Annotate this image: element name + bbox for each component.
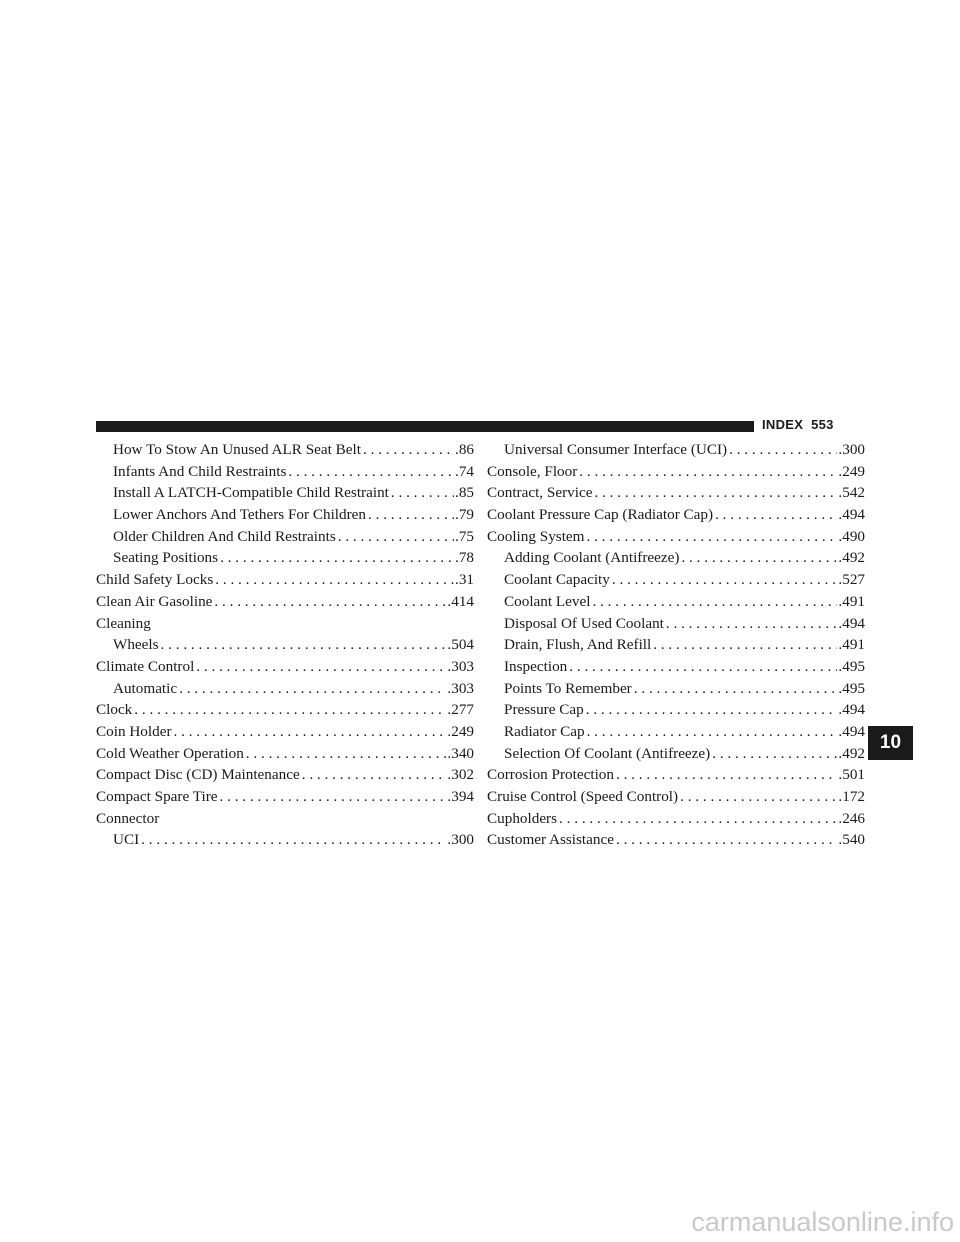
dot-leader — [634, 678, 838, 700]
index-entry — [96, 764, 474, 786]
index-entry-label: How To Stow An Unused ALR Seat Belt — [113, 441, 361, 458]
index-entry-page: .31 — [455, 571, 474, 589]
index-entry-label: Clock — [96, 701, 133, 719]
dot-leader — [391, 482, 454, 504]
index-entry — [487, 808, 865, 830]
index-entry — [487, 743, 865, 765]
dot-leader — [680, 786, 837, 808]
dot-leader — [712, 743, 837, 765]
dot-leader — [586, 699, 838, 721]
index-entry-label: Disposal Of Used Coolant — [504, 614, 664, 632]
index-entry-page: .494 — [838, 722, 865, 740]
index-entry-page: .492 — [838, 549, 865, 567]
index-entry — [487, 526, 865, 548]
index-entry-page: .494 — [838, 614, 865, 632]
index-entry-label: Cooling System — [487, 527, 585, 545]
dot-leader — [729, 439, 837, 461]
index-entry-page: .414 — [447, 592, 474, 610]
index-entry-label: Automatic — [113, 679, 178, 697]
index-entry — [96, 678, 474, 700]
index-entry — [96, 547, 474, 569]
dot-leader — [134, 699, 446, 721]
dot-leader — [220, 547, 454, 569]
index-entry — [487, 591, 865, 613]
index-entry — [96, 808, 474, 830]
dot-leader — [616, 764, 837, 786]
index-entry-page: .494 — [838, 506, 865, 524]
index-entry-label: Drain, Flush, And Refill — [504, 636, 652, 654]
index-entry-label: Compact Disc (CD) Maintenance — [96, 766, 300, 784]
dot-leader — [215, 569, 454, 591]
index-entry — [96, 699, 474, 721]
index-entry-page: .491 — [838, 592, 865, 610]
index-entry-page: .75 — [455, 527, 474, 545]
index-entry-label: UCI — [113, 831, 140, 849]
dot-leader — [579, 461, 837, 483]
index-entry-label: Corrosion Protection — [487, 766, 614, 784]
dot-leader — [196, 656, 446, 678]
index-entry — [96, 461, 474, 483]
index-entry-label: Selection Of Coolant (Antifreeze) — [504, 744, 711, 762]
dot-leader — [302, 764, 447, 786]
index-entry-page: .504 — [447, 636, 474, 654]
index-entry-page: .302 — [447, 766, 474, 784]
index-entry — [487, 634, 865, 656]
index-entry — [96, 743, 474, 765]
dot-leader — [653, 634, 837, 656]
dot-leader — [559, 808, 837, 830]
index-entry — [487, 613, 865, 635]
index-entry-page: .249 — [838, 462, 865, 480]
index-entry — [96, 526, 474, 548]
header-rule — [96, 421, 754, 432]
index-entry — [96, 829, 474, 851]
index-entry — [96, 504, 474, 526]
index-entry — [96, 439, 474, 461]
dot-leader — [338, 526, 454, 548]
dot-leader — [214, 591, 446, 613]
index-entry-page: .79 — [455, 506, 474, 524]
index-entry-page: .340 — [447, 744, 474, 762]
index-entry — [487, 678, 865, 700]
index-entry-label: Clean Air Gasoline — [96, 592, 213, 610]
index-entry — [487, 829, 865, 851]
index-entry — [96, 721, 474, 743]
dot-leader — [363, 439, 454, 461]
index-entry — [96, 786, 474, 808]
index-entry — [487, 764, 865, 786]
index-entry-label: Coolant Capacity — [504, 571, 610, 589]
index-entry — [96, 591, 474, 613]
index-entry — [96, 656, 474, 678]
index-entry-label: Customer Assistance — [487, 831, 614, 849]
index-entry-page: .394 — [447, 788, 474, 805]
dot-leader — [368, 504, 454, 526]
index-entry — [487, 721, 865, 743]
index-entry — [487, 569, 865, 591]
index-entry-label: Coin Holder — [96, 722, 172, 740]
dot-leader — [612, 569, 838, 591]
index-entry-page: .74 — [455, 462, 474, 480]
page-number: 553 — [811, 417, 834, 432]
section-title: INDEX — [762, 417, 804, 432]
index-entry-page: .246 — [838, 809, 865, 827]
index-entry-page: .300 — [838, 441, 865, 458]
index-entry-page: .491 — [838, 636, 865, 654]
index-column-right — [487, 439, 865, 851]
index-entry-page: .527 — [838, 571, 865, 589]
dot-leader — [569, 656, 837, 678]
dot-leader — [586, 526, 837, 548]
index-entry-label: Radiator Cap — [504, 722, 585, 740]
index-entry — [487, 547, 865, 569]
dot-leader — [616, 829, 837, 851]
index-entry-page: .300 — [447, 831, 474, 849]
dot-leader — [179, 678, 446, 700]
index-entry-page: .540 — [838, 831, 865, 849]
index-entry-label: Pressure Cap — [504, 701, 584, 719]
chapter-tab: 10 — [868, 726, 913, 760]
index-entry-page: .501 — [838, 766, 865, 784]
index-entry — [96, 569, 474, 591]
index-entry — [487, 461, 865, 483]
index-entry-label: Infants And Child Restraints — [113, 462, 287, 480]
index-entry-label: Cleaning — [96, 614, 151, 632]
index-entry-label: Cold Weather Operation — [96, 744, 244, 762]
dot-leader — [288, 461, 454, 483]
index-entry-label: Compact Spare Tire — [96, 788, 218, 805]
dot-leader — [681, 547, 837, 569]
index-entry-page: .78 — [455, 549, 474, 567]
index-entry-label: Lower Anchors And Tethers For Children — [113, 506, 367, 524]
index-entry — [487, 482, 865, 504]
index-entry — [487, 439, 865, 461]
dot-leader — [594, 482, 837, 504]
index-entry-label: Climate Control — [96, 657, 195, 675]
index-entry-page: .494 — [838, 701, 865, 719]
index-entry-label: Coolant Pressure Cap (Radiator Cap) — [487, 506, 714, 524]
index-entry — [487, 699, 865, 721]
index-entry — [487, 504, 865, 526]
dot-leader — [666, 613, 838, 635]
page-header — [762, 417, 834, 432]
dot-leader — [220, 786, 447, 808]
dot-leader — [592, 591, 837, 613]
index-entry — [96, 482, 474, 504]
index-entry-page: .303 — [447, 679, 474, 697]
index-entry-label: Child Safety Locks — [96, 571, 214, 589]
index-entry-label: Inspection — [504, 657, 568, 675]
index-entry-label: Adding Coolant (Antifreeze) — [504, 549, 680, 567]
watermark-text: carmanualsonline.info — [691, 1207, 954, 1237]
index-entry — [96, 634, 474, 656]
index-entry-page: .542 — [838, 484, 865, 502]
index-entry-label: Cupholders — [487, 809, 558, 827]
index-entry-label: Install A LATCH-Compatible Child Restraint — [113, 484, 389, 502]
index-entry-label: Seating Positions — [113, 549, 219, 567]
index-entry-page: .303 — [447, 657, 474, 675]
index-entry — [96, 613, 474, 635]
index-entry-label: Wheels — [113, 636, 159, 654]
index-entry-page: .490 — [838, 527, 865, 545]
dot-leader — [141, 829, 446, 851]
dot-leader — [715, 504, 837, 526]
index-entry-label: Older Children And Child Restraints — [113, 527, 336, 545]
index-entry-page: .495 — [838, 679, 865, 697]
index-column-left — [96, 439, 474, 851]
index-entry — [487, 656, 865, 678]
index-entry-page: .249 — [447, 722, 474, 740]
dot-leader — [246, 743, 447, 765]
index-entry-page: .492 — [838, 744, 865, 762]
dot-leader — [161, 634, 447, 656]
index-entry-label: Connector — [96, 809, 160, 827]
index-entry-label: Console, Floor — [487, 462, 578, 480]
index-entry-label: Coolant Level — [504, 592, 591, 610]
dot-leader — [587, 721, 838, 743]
dot-leader — [174, 721, 447, 743]
index-entry-page: .85 — [455, 484, 474, 502]
index-entry-page: .495 — [838, 657, 865, 675]
index-entry-page: .172 — [838, 788, 865, 805]
index-entry-label: Points To Remember — [504, 679, 632, 697]
index-entry-page: .86 — [455, 441, 474, 458]
index-entry-page: .277 — [447, 701, 474, 719]
index-entry-label: Cruise Control (Speed Control) — [487, 788, 679, 805]
index-entry-label: Universal Consumer Interface (UCI) — [504, 441, 728, 458]
index-entry-label: Contract, Service — [487, 484, 593, 502]
index-entry — [487, 786, 865, 808]
